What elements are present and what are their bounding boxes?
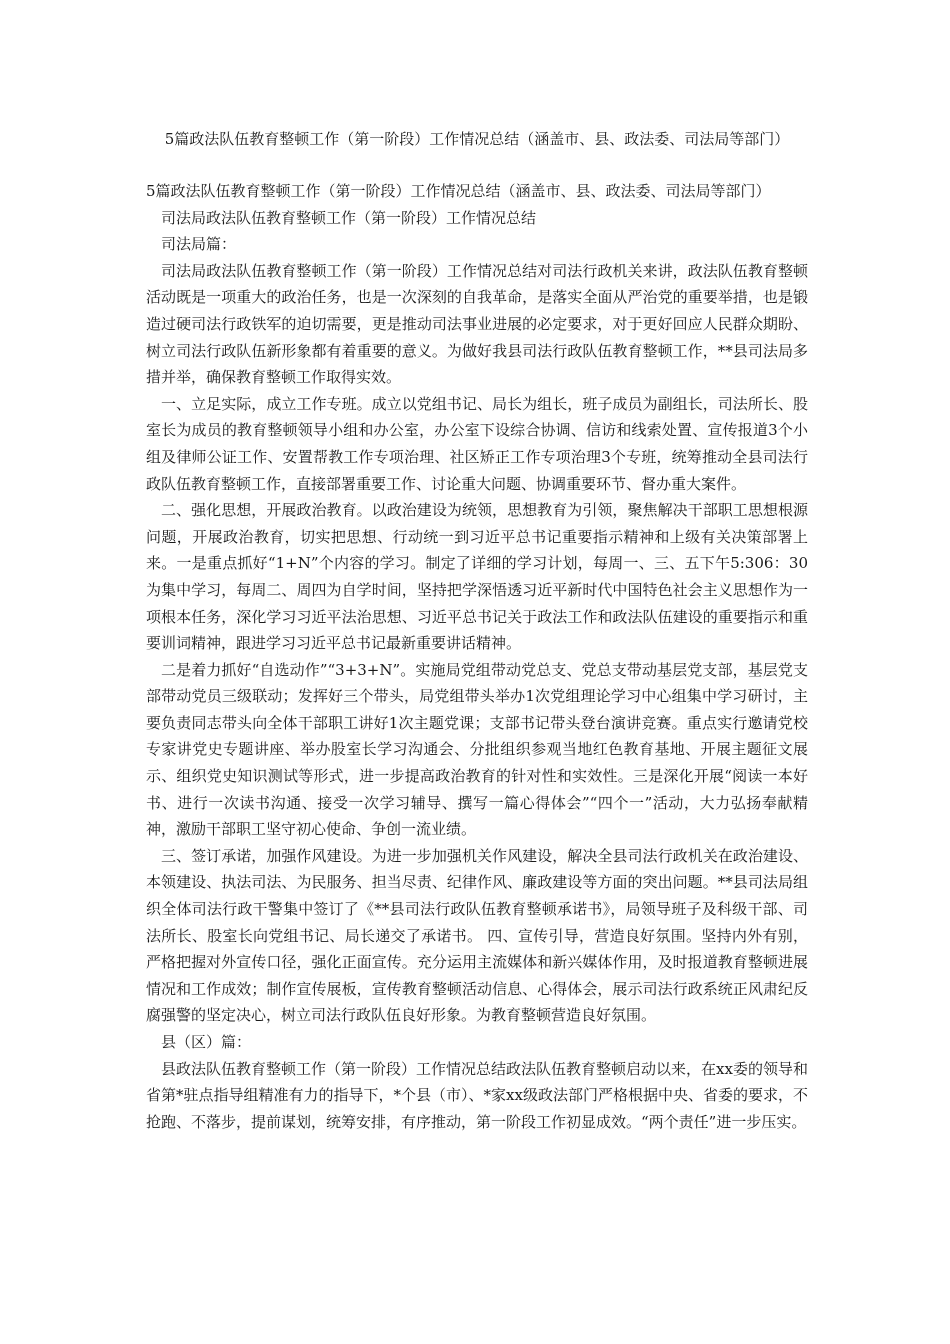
paragraph: 一、立足实际，成立工作专班。成立以党组书记、局长为组长，班子成员为副组长，司法所长、股室长为成员的教育整顿领导小组和办公室，办公室下设综合协调、信访和线索处置、宣传报道3个小组及律师公证工作、安置帮教工作专项治理、社区矫正工作专项治理3个专班，统筹推动全县司法行政队伍教育整顿工作，直接部署重要工作、讨论重大问题、协调重要环节、督办重大案件。 (146, 394, 808, 493)
paragraph: 司法局政法队伍教育整顿工作（第一阶段）工作情况总结 (161, 208, 537, 227)
paragraph: 三、签订承诺，加强作风建设。为进一步加强机关作风建设，解决全县司法行政机关在政治建设、本领建设、执法司法、为民服务、担当尽责、纪律作风、廉政建设等方面的突出问题。**县司法局组织全体司法行政干警集中签订了《**县司法行政队伍教育整顿承诺书》，局领导班子及科级干部、司法所长、股室长向党组书记、局长递交了承诺书。 四、宣传引导，营造良好氛围。坚持内外有别，严格把握对外宣传口径，强化正面宣传。充分运用主流媒体和新兴媒体作用，及时报道教育整顿进展情况和工作成效；制作宣传展板，宣传教育整顿活动信息、心得体会，展示司法行政系统正风肃纪反腐强警的坚定决心，树立司法行政队伍良好形象。为教育整顿营造良好氛围。 (146, 846, 808, 1025)
paragraph: 司法局政法队伍教育整顿工作（第一阶段）工作情况总结对司法行政机关来讲，政法队伍教育整顿活动既是一项重大的政治任务，也是一次深刻的自我革命，是落实全面从严治党的重要举措，也是锻造过硬司法行政铁军的迫切需要，更是推动司法事业进展的必定要求，对于更好回应人民群众期盼、树立司法行政队伍新形象都有着重要的意义。为做好我县司法行政队伍教育整顿工作，**县司法局多措并举，确保教育整顿工作取得实效。 (146, 261, 808, 387)
paragraph: 县政法队伍教育整顿工作（第一阶段）工作情况总结政法队伍教育整顿启动以来，在xx委的领导和省第*驻点指导组精准有力的指导下，*个县（市）、*家xx级政法部门严格根据中央、省委的要求，不抢跑、不落步，提前谋划，统筹安排，有序推动，第一阶段工作初显成效。“两个责任”进一步压实。 (146, 1059, 808, 1131)
document-page (146, 126, 808, 1135)
paragraph: 5篇政法队伍教育整顿工作（第一阶段）工作情况总结（涵盖市、县、政法委、司法局等部门） (146, 182, 771, 200)
document-body (146, 178, 808, 1135)
paragraph: 司法局篇： (161, 235, 237, 254)
paragraph: 二是着力抓好“自选动作”“3+3+N”。实施局党组带动党总支、党总支带动基层党支部，基层党支部带动党员三级联动；发挥好三个带头，局党组带头举办1次党组理论学习中心组集中学习研讨，主要负责同志带头向全体干部职工讲好1次主题党课；支部书记带头登台演讲竞赛。重点实行邀请党校专家讲党史专题讲座、举办股室长学习沟通会、分批组织参观当地红色教育基地、开展主题征文展示、组织党史知识测试等形式，进一步提高政治教育的针对性和实效性。三是深化开展“阅读一本好书、进行一次读书沟通、接受一次学习辅导、撰写一篇心得体会”“四个一”活动，大力弘扬奉献精神，激励干部职工坚守初心使命、争创一流业绩。 (146, 660, 808, 839)
paragraph: 二、强化思想，开展政治教育。以政治建设为统领，思想教育为引领，聚焦解决干部职工思想根源问题，开展政治教育，切实把思想、行动统一到习近平总书记重要指示精神和上级有关决策部署上来。一是重点抓好“1+N”个内容的学习。制定了详细的学习计划，每周一、三、五下午5:306：30为集中学习，每周二、周四为自学时间，坚持把学深悟透习近平新时代中国特色社会主义思想作为一项根本任务，深化学习习近平法治思想、习近平总书记关于政法工作和政法队伍建设的重要指示和重要训词精神，跟进学习习近平总书记最新重要讲话精神。 (146, 501, 808, 653)
paragraph: 县（区）篇： (161, 1033, 252, 1051)
document-title: 5篇政法队伍教育整顿工作（第一阶段）工作情况总结（涵盖市、县、政法委、司法局等部门） (164, 130, 790, 148)
